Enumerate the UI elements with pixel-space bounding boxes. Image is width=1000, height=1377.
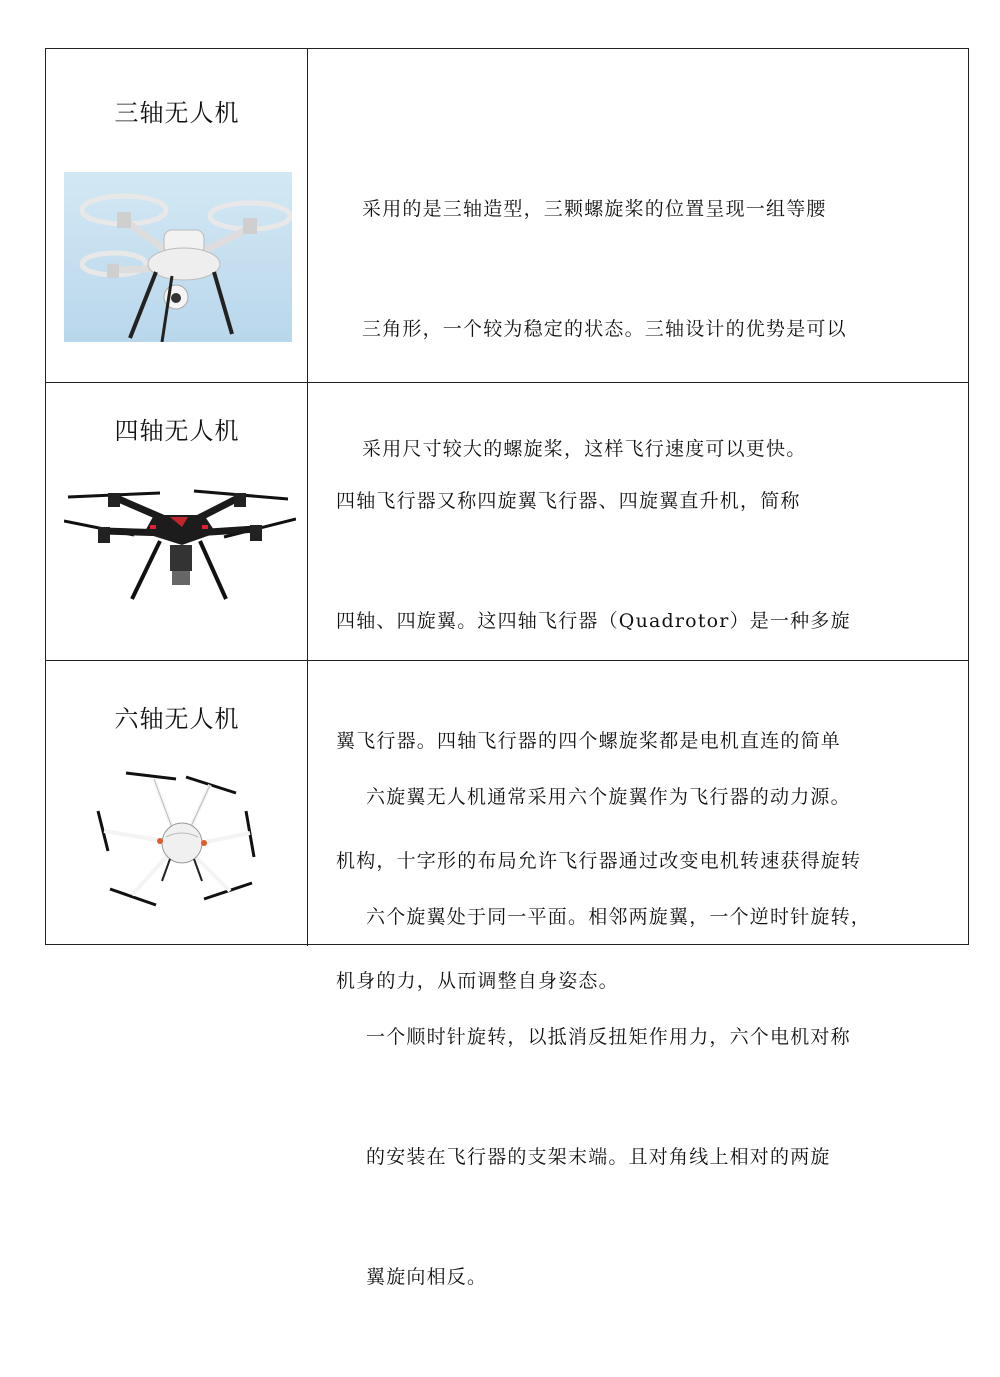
- description-line: 四轴、四旋翼。这四轴飞行器（Quadrotor）是一种多旋: [336, 610, 851, 632]
- description-line: 采用尺寸较大的螺旋桨，这样飞行速度可以更快。: [362, 438, 807, 460]
- description-line: 采用的是三轴造型，三颗螺旋桨的位置呈现一组等腰: [362, 198, 827, 220]
- type-cell: [46, 383, 308, 660]
- description-cell: [308, 49, 968, 460]
- description-line: 三角形，一个较为稳定的状态。三轴设计的优势是可以: [362, 318, 847, 340]
- type-cell: [46, 661, 308, 946]
- quadcopter-drone-image: [64, 483, 296, 611]
- description-line: 六旋翼无人机通常采用六个旋翼作为飞行器的动力源。: [366, 786, 851, 808]
- description-line: 的安装在飞行器的支架末端。且对角线上相对的两旋: [366, 1146, 831, 1168]
- description-text: [366, 697, 871, 1377]
- tricopter-drone-image: [64, 172, 292, 342]
- type-cell: [46, 49, 308, 382]
- description-line: 机构，十字形的布局允许飞行器通过改变电机转速获得旋转: [336, 850, 862, 872]
- hexacopter-drone-image: [96, 771, 266, 909]
- description-line: 六个旋翼处于同一平面。相邻两旋翼，一个逆时针旋转，: [366, 906, 872, 928]
- description-line: 四轴飞行器又称四旋翼飞行器、四旋翼直升机，简称: [336, 490, 801, 512]
- description-line: 机身的力，从而调整自身姿态。: [336, 970, 619, 992]
- drone-type-title: 三轴无人机: [114, 99, 240, 127]
- description-line: 翼飞行器。四轴飞行器的四个螺旋桨都是电机直连的简单: [336, 730, 842, 752]
- description-line: 一个顺时针旋转，以抵消反扭矩作用力，六个电机对称: [366, 1026, 851, 1048]
- description-line: 翼旋向相反。: [366, 1266, 488, 1288]
- drone-type-title: 六轴无人机: [114, 705, 240, 733]
- drone-table: [45, 48, 969, 1288]
- drone-type-title: 四轴无人机: [114, 417, 240, 445]
